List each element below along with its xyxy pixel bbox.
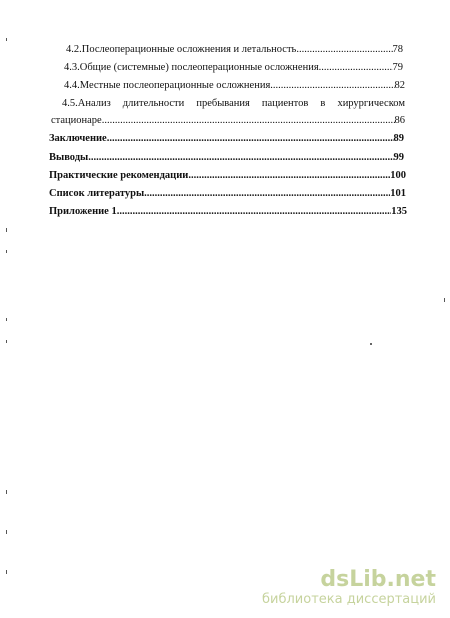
toc-entry-page: 101	[390, 188, 406, 199]
watermark-logo	[262, 568, 436, 592]
toc-entry-appendix-1	[49, 205, 407, 218]
scan-margin-mark	[6, 340, 7, 343]
watermark-logo-tld: .net	[386, 567, 436, 592]
toc-entry-page: 99	[393, 152, 404, 163]
scan-margin-mark	[6, 490, 7, 494]
scan-margin-mark	[6, 530, 7, 534]
toc-entry-4-4	[64, 79, 405, 92]
scan-margin-mark	[6, 38, 7, 41]
watermark	[262, 568, 436, 608]
toc-entry-4-2	[66, 43, 403, 56]
toc-leader-dots	[144, 187, 390, 200]
toc-leader-dots	[88, 151, 393, 164]
toc-entry-4-5-line2	[51, 114, 405, 127]
toc-entry-title: Приложение 1	[49, 206, 117, 217]
toc-word: 4.5.Анализ	[62, 98, 111, 109]
toc-entry-title: Список литературы	[49, 188, 145, 199]
toc-word: в	[320, 98, 326, 109]
scan-margin-mark	[6, 228, 7, 232]
toc-entry-page: 79	[392, 62, 403, 73]
toc-entry-page: 89	[393, 133, 404, 144]
toc-word: хирургическом	[337, 98, 405, 109]
toc-entry-page: 78	[392, 44, 403, 55]
toc-entry-page: 135	[391, 206, 407, 217]
toc-entry-title: Практические рекомендации	[49, 170, 189, 181]
toc-leader-dots	[188, 169, 390, 182]
toc-entry-page: 86	[394, 115, 405, 126]
toc-entry-page: 100	[390, 170, 406, 181]
toc-entry-4-5-line1	[62, 97, 405, 110]
toc-leader-dots	[319, 61, 393, 74]
toc-entry-4-3	[64, 61, 403, 74]
toc-entry-references	[49, 187, 406, 200]
toc-entry-recommendations	[49, 169, 406, 182]
toc-entry-conclusion	[49, 132, 404, 145]
toc-leader-dots	[107, 132, 394, 145]
toc-entry-title: 4.3.Общие (системные) послеоперационные осложнения	[64, 62, 319, 73]
toc-entry-title: 4.2.Послеоперационные осложнения и летальность	[66, 44, 297, 55]
watermark-subtitle: библиотека диссертаций	[262, 592, 436, 607]
toc-leader-dots	[102, 114, 395, 127]
toc-leader-dots	[270, 79, 394, 92]
toc-entry-page: 82	[394, 80, 405, 91]
toc-word: длительности	[122, 98, 185, 109]
toc-entry-findings	[49, 151, 404, 164]
watermark-logo-main: dsLib	[320, 567, 387, 592]
scan-speck	[370, 343, 372, 345]
toc-word: пребывания	[196, 98, 250, 109]
scan-margin-mark	[6, 318, 7, 321]
toc-entry-title: стационаре	[51, 115, 102, 126]
toc-word: пациентов	[261, 98, 309, 109]
toc-entry-title: 4.4.Местные послеоперационные осложнения	[64, 80, 271, 91]
toc-leader-dots	[117, 205, 392, 218]
toc-entry-title: Выводы	[49, 152, 89, 163]
scan-margin-mark	[6, 250, 7, 253]
toc-entry-title: Заключение	[49, 133, 107, 144]
toc-leader-dots	[296, 43, 392, 56]
scan-margin-mark	[444, 298, 445, 302]
scan-margin-mark	[6, 570, 7, 574]
